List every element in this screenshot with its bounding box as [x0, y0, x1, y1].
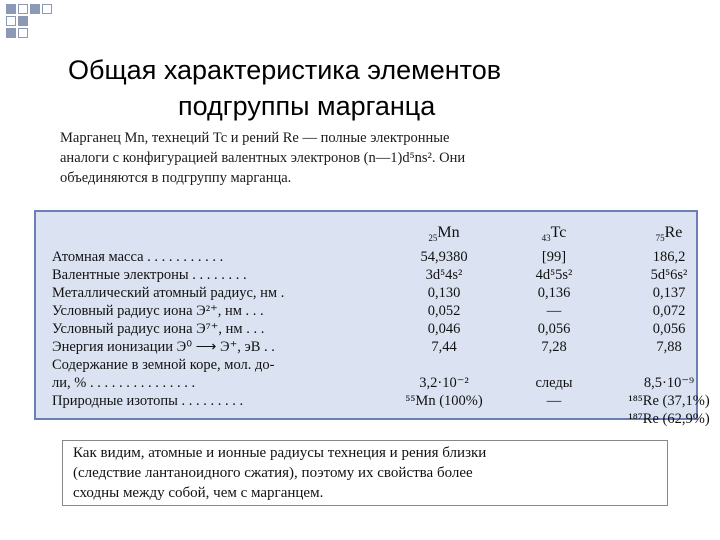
conclusion-box [62, 440, 668, 506]
table-row [44, 392, 710, 410]
table-row [44, 284, 694, 302]
deco-square [18, 4, 28, 14]
cell-mn: 0,130 [427, 285, 461, 301]
cell-mn: 3d⁵4s² [425, 267, 463, 283]
header-tc: $_{43}$Tc [541, 224, 567, 244]
cell-mn: 0,046 [427, 321, 461, 337]
conclusion-line: Как видим, атомные и ионные радиусы технеция и рения близки [73, 445, 487, 461]
intro-paragraph [60, 128, 660, 188]
cell-tc: 4d⁵5s² [535, 267, 573, 283]
intro-line: объединяются в подгруппу марганца. [60, 170, 292, 186]
header-re: $_{75}$Re [655, 224, 683, 244]
row-label: Содержание в земной коре, мол. до- [52, 357, 275, 373]
table-row [44, 302, 694, 320]
cell-re: 5d⁵6s² [650, 267, 688, 283]
cell-mn: 7,44 [431, 339, 457, 355]
deco-square [6, 4, 16, 14]
cell-tc: — [546, 303, 562, 319]
conclusion-line: сходны между собой, чем с марганцем. [73, 485, 324, 501]
row-label: Валентные электроны . . . . . . . . [52, 267, 247, 283]
title-line-2: подгруппы марганца [178, 91, 436, 121]
intro-line: Марганец Mn, технеций Tc и рений Re — полные электронные [60, 130, 450, 146]
table-row [44, 320, 694, 338]
cell-mn: 54,9380 [420, 249, 468, 265]
cell-re: 0,056 [652, 321, 686, 337]
row-label: ли, % . . . . . . . . . . . . . . . [52, 375, 196, 391]
table-row [44, 374, 694, 392]
cell-tc: 7,28 [541, 339, 567, 355]
table-header-row [44, 218, 694, 248]
cell-re: 186,2 [652, 249, 686, 265]
deco-square [18, 16, 28, 26]
row-label: Природные изотопы . . . . . . . . . [52, 393, 244, 409]
row-label: Условный радиус иона Э⁷⁺, нм . . . [52, 321, 265, 337]
conclusion-line: (следствие лантаноидного сжатия), поэтому их свойства более [73, 465, 473, 481]
cell-re: ¹⁸⁵Re (37,1%) [628, 393, 710, 409]
row-label: Энергия ионизации Э⁰ ⟶ Э⁺, эВ . . [52, 339, 275, 355]
cell-tc: следы [535, 375, 573, 391]
deco-square [6, 16, 16, 26]
properties-table [34, 210, 710, 427]
table-row [44, 356, 694, 374]
cell-mn: 3,2·10⁻² [419, 375, 469, 391]
cell-tc: [99] [541, 249, 567, 265]
deco-square [30, 4, 40, 14]
table-row [44, 410, 710, 428]
deco-square [18, 28, 28, 38]
deco-square [42, 4, 52, 14]
cell-re: 8,5·10⁻⁹ [643, 375, 695, 391]
title-line-1: Общая характеристика элементов [68, 55, 502, 85]
cell-tc: 0,056 [537, 321, 571, 337]
cell-re: 0,072 [652, 303, 686, 319]
table-row [44, 248, 694, 266]
cell-tc: 0,136 [537, 285, 571, 301]
row-label: Атомная масса . . . . . . . . . . . [52, 249, 224, 265]
intro-line: аналоги с конфигурацией валентных электронов (n—1)d⁵ns². Они [60, 150, 466, 166]
cell-mn: 0,052 [427, 303, 461, 319]
row-label: Металлический атомный радиус, нм . [52, 285, 285, 301]
slide-title [60, 52, 620, 124]
cell-tc: — [546, 393, 562, 409]
header-mn: $_{25}$Mn [428, 224, 460, 244]
cell-re: 0,137 [652, 285, 686, 301]
table-row [44, 266, 694, 284]
cell-mn: ⁵⁵Mn (100%) [405, 393, 483, 409]
cell-re: 7,88 [656, 339, 682, 355]
deco-square [6, 28, 16, 38]
table-row [44, 338, 694, 356]
row-label: Условный радиус иона Э²⁺, нм . . . [52, 303, 264, 319]
cell-re: ¹⁸⁷Re (62,9%) [628, 411, 710, 427]
